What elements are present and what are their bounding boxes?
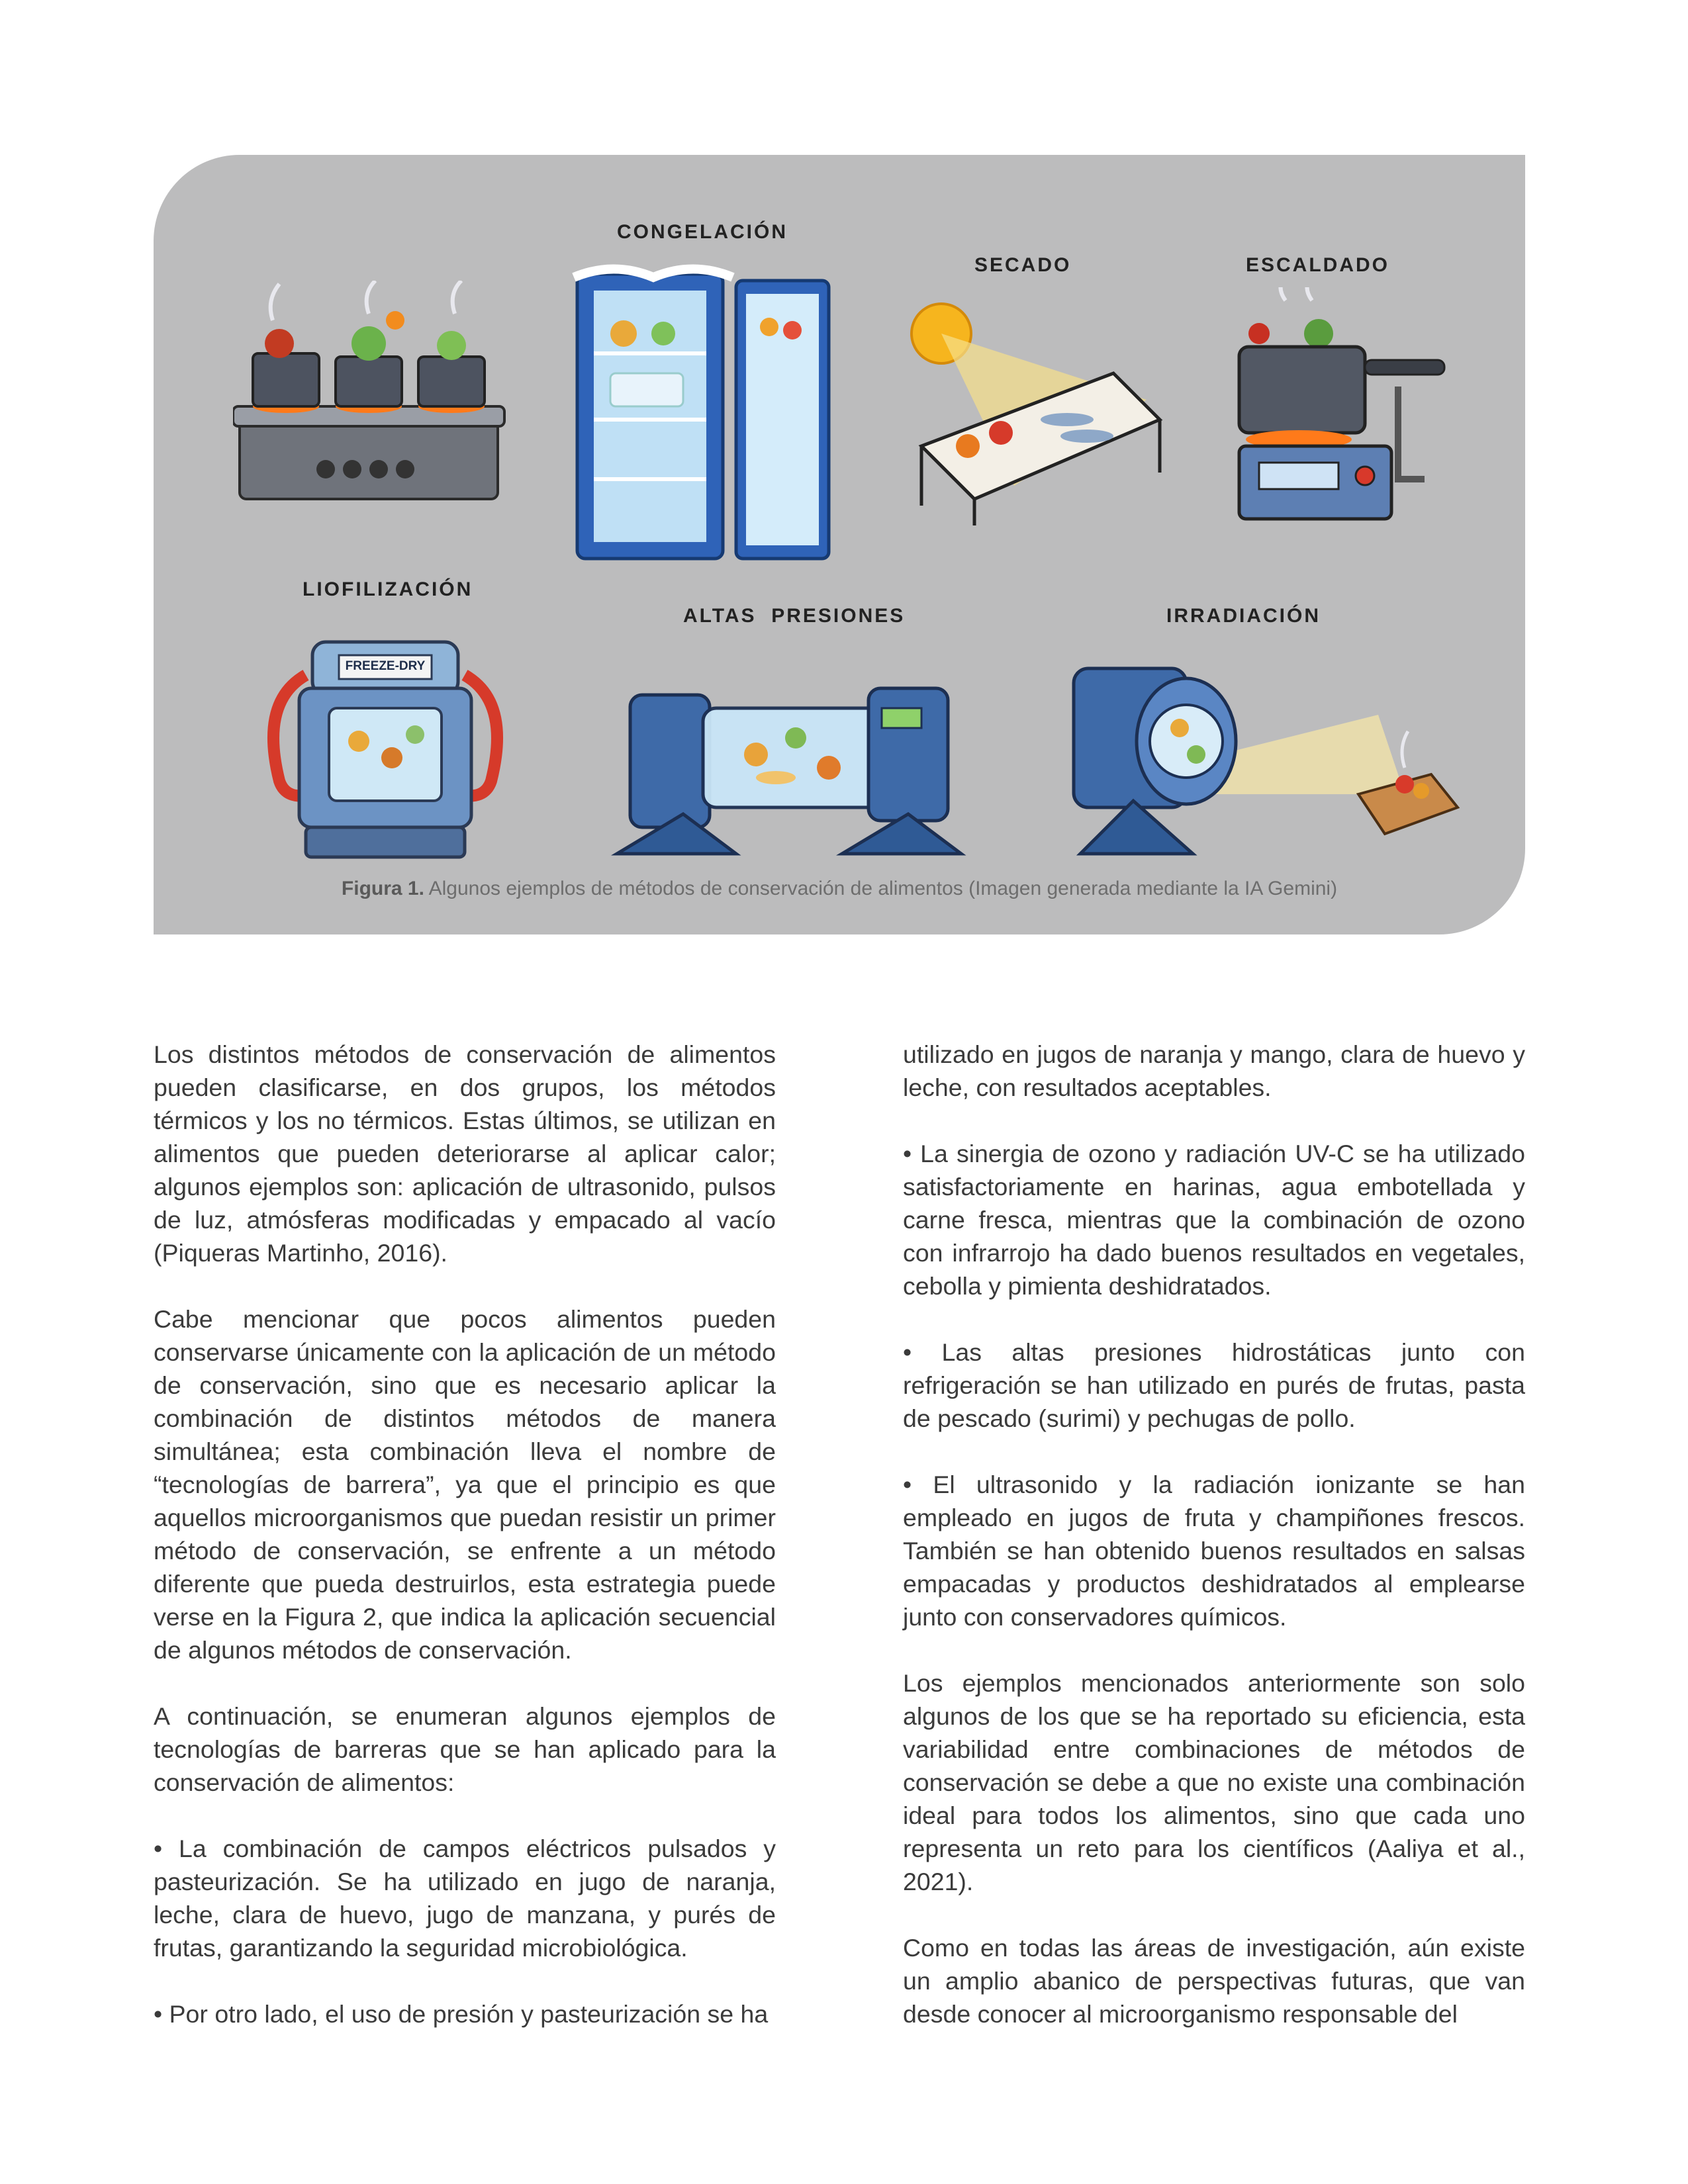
label-altas-presiones: ALTAS PRESIONES [683, 605, 906, 627]
paragraph: A continuación, se enumeran algunos ejemplos de tecnologías de barreras que se han aplicado para la conservación de alimentos: [154, 1702, 776, 1796]
label-secado: SECADO [974, 254, 1072, 276]
freeze-dryer-illustration [259, 615, 511, 867]
high-pressure-illustration [604, 642, 974, 867]
paragraph: utilizado en jugos de naranja y mango, clara de huevo y leche, con resultados aceptables. [903, 1040, 1525, 1101]
right-column [903, 1038, 1525, 2064]
paragraph: • Las altas presiones hidrostáticas junto con refrigeración se han utilizado en purés de frutas, pasta de pescado (surimi) y pechugas de pollo. [903, 1338, 1525, 1432]
method-secado [895, 254, 1173, 532]
method-coccion [233, 281, 511, 519]
paragraph: Los ejemplos mencionados anteriormente son solo algunos de los que se ha reportado su eficiencia, esta variabilidad entre combinaciones de métodos de conservación se debe a que no existe una combinación ideal para todos los alimentos, sino que cada uno representa un reto para los científicos (Aaliya et al., 2021). [903, 1669, 1525, 1895]
paragraph: Como en todas las áreas de investigación, aún existe un amplio abanico de perspectivas futuras, que van desde conocer al microorganismo responsable del [903, 1934, 1525, 2028]
method-altas-presiones [604, 605, 974, 870]
left-column [154, 1038, 776, 2064]
method-liofilizacion [259, 578, 511, 870]
paragraph: Cabe mencionar que pocos alimentos pueden conservarse únicamente con la aplicación de un método de conservación, sino que es necesario aplicar la combinación de distintos métodos de manera simultánea; esta combinación lleva el nombre de “tecnologías de barrera”, ya que el principio es que aquellos microorganismos que puedan resistir un primer método de conservación, se enfrente a un método diferente que pueda destruirlos, esta estrategia puede verse en la Figura 2, que indica la aplicación secuencial de algunos métodos de conservación. [154, 1305, 776, 1664]
freezer-illustration [564, 261, 855, 592]
freeze-dry-sign: FREEZE-DRY [345, 659, 426, 673]
label-congelacion: CONGELACIÓN [617, 221, 788, 243]
stove-pots-illustration [233, 281, 511, 519]
method-irradiacion [1060, 605, 1471, 870]
paragraph: • Por otro lado, el uso de presión y pasteurización se ha [154, 2000, 769, 2028]
figure-caption [154, 878, 1525, 900]
method-escaldado [1199, 254, 1477, 559]
paragraph: • La sinergia de ozono y radiación UV-C se ha utilizado satisfactoriamente en harinas, agua embotellada y carne fresca, mientras que la combinación de ozono con infrarrojo ha dado buenos resultados en vegetales, cebolla y pimienta deshidratados. [903, 1140, 1525, 1300]
blanching-pot-illustration [1199, 287, 1477, 552]
figure-panel [154, 155, 1525, 934]
label-irradiacion: IRRADIACIÓN [1166, 605, 1321, 627]
caption-label: Figura 1. [341, 878, 424, 899]
drying-rack-illustration [895, 287, 1173, 525]
label-liofilizacion: LIOFILIZACIÓN [303, 578, 473, 600]
paragraph: • El ultrasonido y la radiación ionizante se han empleado en jugos de fruta y champiñones frescos. También se han obtenido buenos resultados en salsas empacadas y productos deshidratados al emplearse junto con conservadores químicos. [903, 1471, 1525, 1631]
caption-text: Algunos ejemplos de métodos de conservación de alimentos (Imagen generada mediante la IA Gemini) [424, 878, 1338, 899]
label-escaldado: ESCALDADO [1246, 254, 1390, 276]
irradiation-illustration [1060, 642, 1471, 867]
paragraph: Los distintos métodos de conservación de alimentos pueden clasificarse, en dos grupos, los métodos térmicos y los no térmicos. Estas últimos, se utilizan en alimentos que pueden deteriorarse al aplicar calor; algunos ejemplos son: aplicación de ultrasonido, pulsos de luz, atmósferas modificadas y empacado al vacío (Piqueras Martinho, 2016). [154, 1040, 776, 1267]
paragraph: • La combinación de campos eléctricos pulsados y pasteurización. Se ha utilizado en jugo de naranja, leche, clara de huevo, jugo de manzana, y purés de frutas, garantizando la seguridad microbiológica. [154, 1835, 776, 1962]
method-congelacion [564, 221, 855, 592]
